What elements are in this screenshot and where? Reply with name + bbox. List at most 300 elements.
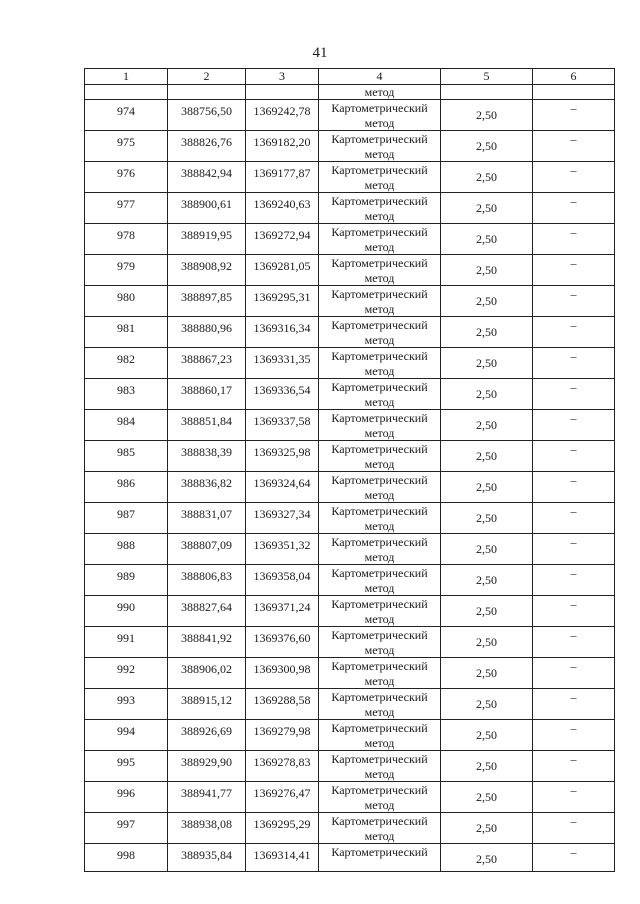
y-coordinate: 1369272,94 bbox=[253, 228, 311, 242]
accuracy-value: 2,50 bbox=[476, 666, 497, 680]
y-coordinate-cell bbox=[246, 286, 319, 317]
x-coordinate-cell bbox=[168, 410, 246, 441]
note-cell bbox=[533, 286, 615, 317]
note-cell bbox=[533, 596, 615, 627]
accuracy-cell bbox=[441, 751, 533, 782]
y-coordinate: 1369358,04 bbox=[253, 569, 311, 583]
method-cell bbox=[319, 100, 441, 131]
accuracy-cell bbox=[441, 317, 533, 348]
accuracy-cell bbox=[441, 844, 533, 872]
x-coordinate-cell bbox=[168, 131, 246, 162]
table-row bbox=[85, 658, 615, 689]
y-coordinate-cell bbox=[246, 658, 319, 689]
y-coordinate-cell bbox=[246, 627, 319, 658]
continuation-cell-3 bbox=[246, 85, 319, 100]
method-line-1: Картометрический bbox=[331, 225, 428, 239]
method-cell bbox=[319, 720, 441, 751]
point-number-cell bbox=[85, 720, 168, 751]
x-coordinate: 388841,92 bbox=[181, 631, 232, 645]
y-coordinate: 1369240,63 bbox=[253, 197, 311, 211]
note-cell bbox=[533, 100, 615, 131]
point-number-cell bbox=[85, 286, 168, 317]
x-coordinate: 388756,50 bbox=[181, 104, 232, 118]
table-row bbox=[85, 782, 615, 813]
note-dash: – bbox=[570, 814, 577, 828]
continuation-cell-5 bbox=[441, 85, 533, 100]
method-line-2: метод bbox=[364, 488, 395, 502]
point-number: 976 bbox=[117, 166, 135, 180]
accuracy-value: 2,50 bbox=[476, 232, 497, 246]
note-dash: – bbox=[570, 659, 577, 673]
x-coordinate: 388807,09 bbox=[181, 538, 232, 552]
method-line-2: метод bbox=[364, 612, 395, 626]
x-coordinate: 388897,85 bbox=[181, 290, 232, 304]
note-cell bbox=[533, 348, 615, 379]
note-cell bbox=[533, 255, 615, 286]
point-number-cell bbox=[85, 162, 168, 193]
table-row bbox=[85, 565, 615, 596]
method-cell bbox=[319, 255, 441, 286]
x-coordinate: 388806,83 bbox=[181, 569, 232, 583]
point-number: 992 bbox=[117, 662, 135, 676]
x-coordinate: 388851,84 bbox=[181, 414, 232, 428]
x-coordinate-cell bbox=[168, 782, 246, 813]
method-line-2: метод bbox=[364, 705, 395, 719]
note-cell bbox=[533, 472, 615, 503]
method-line-2: метод bbox=[364, 798, 395, 812]
point-number: 987 bbox=[117, 507, 135, 521]
method-line-1: Картометрический bbox=[331, 132, 428, 146]
note-dash: – bbox=[570, 132, 577, 146]
note-dash: – bbox=[570, 783, 577, 797]
x-coordinate-cell bbox=[168, 286, 246, 317]
note-dash: – bbox=[570, 566, 577, 580]
point-number-cell bbox=[85, 317, 168, 348]
point-number-cell bbox=[85, 813, 168, 844]
table-row bbox=[85, 472, 615, 503]
point-number-cell bbox=[85, 844, 168, 872]
accuracy-value: 2,50 bbox=[476, 356, 497, 370]
x-coordinate-cell bbox=[168, 751, 246, 782]
table-row bbox=[85, 255, 615, 286]
y-coordinate-cell bbox=[246, 720, 319, 751]
accuracy-value: 2,50 bbox=[476, 728, 497, 742]
point-number: 985 bbox=[117, 445, 135, 459]
x-coordinate: 388926,69 bbox=[181, 724, 232, 738]
x-coordinate-cell bbox=[168, 348, 246, 379]
point-number: 982 bbox=[117, 352, 135, 366]
point-number-cell bbox=[85, 596, 168, 627]
y-coordinate-cell bbox=[246, 162, 319, 193]
point-number: 986 bbox=[117, 476, 135, 490]
x-coordinate-cell bbox=[168, 441, 246, 472]
method-line-2: метод bbox=[364, 178, 395, 192]
x-coordinate: 388880,96 bbox=[181, 321, 232, 335]
x-coordinate-cell bbox=[168, 720, 246, 751]
accuracy-cell bbox=[441, 720, 533, 751]
accuracy-value: 2,50 bbox=[476, 542, 497, 556]
note-dash: – bbox=[570, 194, 577, 208]
accuracy-cell bbox=[441, 658, 533, 689]
table-row bbox=[85, 596, 615, 627]
method-cell bbox=[319, 503, 441, 534]
table-row bbox=[85, 627, 615, 658]
table-row bbox=[85, 379, 615, 410]
accuracy-value: 2,50 bbox=[476, 511, 497, 525]
point-number-cell bbox=[85, 534, 168, 565]
method-line-1: Картометрический bbox=[331, 380, 428, 394]
table-row bbox=[85, 100, 615, 131]
point-number-cell bbox=[85, 441, 168, 472]
method-cell bbox=[319, 193, 441, 224]
table-row bbox=[85, 441, 615, 472]
method-line-2: метод bbox=[364, 829, 395, 843]
point-number: 977 bbox=[117, 197, 135, 211]
method-line-2: метод bbox=[364, 302, 395, 316]
method-line-1: Картометрический bbox=[331, 783, 428, 797]
note-dash: – bbox=[570, 845, 577, 859]
x-coordinate-cell bbox=[168, 534, 246, 565]
method-line-1: Картометрический bbox=[331, 256, 428, 270]
header-cell-4: 4 bbox=[319, 69, 441, 85]
x-coordinate-cell bbox=[168, 844, 246, 872]
point-number-cell bbox=[85, 565, 168, 596]
y-coordinate: 1369278,83 bbox=[253, 755, 311, 769]
method-line-1: Картометрический bbox=[331, 101, 428, 115]
note-dash: – bbox=[570, 752, 577, 766]
table-row bbox=[85, 720, 615, 751]
accuracy-cell bbox=[441, 286, 533, 317]
x-coordinate: 388867,23 bbox=[181, 352, 232, 366]
method-line-1: Картометрический bbox=[331, 752, 428, 766]
coordinates-table bbox=[84, 68, 615, 872]
method-line-2: метод bbox=[364, 457, 395, 471]
method-cell bbox=[319, 379, 441, 410]
note-dash: – bbox=[570, 442, 577, 456]
accuracy-cell bbox=[441, 782, 533, 813]
point-number: 975 bbox=[117, 135, 135, 149]
accuracy-value: 2,50 bbox=[476, 573, 497, 587]
note-cell bbox=[533, 813, 615, 844]
accuracy-value: 2,50 bbox=[476, 759, 497, 773]
table-row bbox=[85, 131, 615, 162]
x-coordinate-cell bbox=[168, 162, 246, 193]
x-coordinate: 388860,17 bbox=[181, 383, 232, 397]
x-coordinate-cell bbox=[168, 596, 246, 627]
note-dash: – bbox=[570, 473, 577, 487]
accuracy-value: 2,50 bbox=[476, 201, 497, 215]
point-number-cell bbox=[85, 751, 168, 782]
accuracy-value: 2,50 bbox=[476, 418, 497, 432]
x-coordinate: 388929,90 bbox=[181, 755, 232, 769]
accuracy-cell bbox=[441, 596, 533, 627]
accuracy-cell bbox=[441, 503, 533, 534]
method-line-2: метод bbox=[364, 333, 395, 347]
y-coordinate-cell bbox=[246, 565, 319, 596]
y-coordinate: 1369327,34 bbox=[253, 507, 311, 521]
header-cell-2: 2 bbox=[168, 69, 246, 85]
note-dash: – bbox=[570, 597, 577, 611]
note-dash: – bbox=[570, 163, 577, 177]
method-cell bbox=[319, 131, 441, 162]
accuracy-cell bbox=[441, 131, 533, 162]
accuracy-value: 2,50 bbox=[476, 170, 497, 184]
point-number: 995 bbox=[117, 755, 135, 769]
table-row bbox=[85, 751, 615, 782]
x-coordinate: 388827,64 bbox=[181, 600, 232, 614]
method-line-1: Картометрический bbox=[331, 535, 428, 549]
table-row bbox=[85, 813, 615, 844]
method-cell bbox=[319, 410, 441, 441]
x-coordinate: 388935,84 bbox=[181, 848, 232, 862]
accuracy-cell bbox=[441, 813, 533, 844]
method-cell bbox=[319, 472, 441, 503]
method-line-2: метод bbox=[364, 116, 395, 130]
accuracy-value: 2,50 bbox=[476, 449, 497, 463]
table-row bbox=[85, 534, 615, 565]
y-coordinate-cell bbox=[246, 441, 319, 472]
note-cell bbox=[533, 658, 615, 689]
note-dash: – bbox=[570, 690, 577, 704]
note-cell bbox=[533, 751, 615, 782]
method-line-1: Картометрический bbox=[331, 411, 428, 425]
y-coordinate: 1369314,41 bbox=[253, 848, 311, 862]
method-line-1: Картометрический bbox=[331, 349, 428, 363]
x-coordinate-cell bbox=[168, 224, 246, 255]
header-cell-3: 3 bbox=[246, 69, 319, 85]
accuracy-cell bbox=[441, 534, 533, 565]
y-coordinate-cell bbox=[246, 379, 319, 410]
method-cell bbox=[319, 317, 441, 348]
table-row bbox=[85, 193, 615, 224]
method-cell bbox=[319, 751, 441, 782]
method-cell bbox=[319, 844, 441, 872]
method-line-2 bbox=[319, 859, 440, 860]
accuracy-value: 2,50 bbox=[476, 697, 497, 711]
accuracy-cell bbox=[441, 410, 533, 441]
x-coordinate-cell bbox=[168, 813, 246, 844]
y-coordinate: 1369177,87 bbox=[253, 166, 311, 180]
continuation-cell-6 bbox=[533, 85, 615, 100]
point-number-cell bbox=[85, 255, 168, 286]
method-line-2: метод bbox=[364, 643, 395, 657]
method-line-2: метод bbox=[364, 581, 395, 595]
header-cell-6: 6 bbox=[533, 69, 615, 85]
x-coordinate: 388906,02 bbox=[181, 662, 232, 676]
y-coordinate-cell bbox=[246, 689, 319, 720]
x-coordinate-cell bbox=[168, 658, 246, 689]
y-coordinate: 1369316,34 bbox=[253, 321, 311, 335]
accuracy-value: 2,50 bbox=[476, 635, 497, 649]
point-number: 997 bbox=[117, 817, 135, 831]
method-cell bbox=[319, 441, 441, 472]
x-coordinate: 388919,95 bbox=[181, 228, 232, 242]
method-line-1: Картометрический bbox=[331, 597, 428, 611]
x-coordinate-cell bbox=[168, 379, 246, 410]
y-coordinate: 1369182,20 bbox=[253, 135, 311, 149]
accuracy-value: 2,50 bbox=[476, 263, 497, 277]
point-number-cell bbox=[85, 224, 168, 255]
y-coordinate-cell bbox=[246, 503, 319, 534]
table-row bbox=[85, 410, 615, 441]
note-cell bbox=[533, 689, 615, 720]
x-coordinate: 388915,12 bbox=[181, 693, 232, 707]
y-coordinate-cell bbox=[246, 534, 319, 565]
y-coordinate: 1369295,31 bbox=[253, 290, 311, 304]
table-row bbox=[85, 689, 615, 720]
method-cell bbox=[319, 162, 441, 193]
note-cell bbox=[533, 627, 615, 658]
x-coordinate-cell bbox=[168, 503, 246, 534]
table-row bbox=[85, 317, 615, 348]
accuracy-cell bbox=[441, 255, 533, 286]
y-coordinate: 1369371,24 bbox=[253, 600, 311, 614]
page-number: 41 bbox=[312, 45, 328, 61]
point-number-cell bbox=[85, 348, 168, 379]
point-number-cell bbox=[85, 379, 168, 410]
method-line-1: Картометрический bbox=[331, 566, 428, 580]
method-line-2: метод bbox=[364, 364, 395, 378]
point-number: 988 bbox=[117, 538, 135, 552]
method-line-1: Картометрический bbox=[331, 814, 428, 828]
y-coordinate: 1369295,29 bbox=[253, 817, 311, 831]
method-cell bbox=[319, 286, 441, 317]
x-coordinate-cell bbox=[168, 627, 246, 658]
continuation-row bbox=[85, 85, 615, 100]
accuracy-value: 2,50 bbox=[476, 387, 497, 401]
method-line-2: метод bbox=[364, 736, 395, 750]
accuracy-value: 2,50 bbox=[476, 294, 497, 308]
header-cell-5: 5 bbox=[441, 69, 533, 85]
note-cell bbox=[533, 503, 615, 534]
method-line-2: метод bbox=[364, 209, 395, 223]
method-cell bbox=[319, 813, 441, 844]
point-number: 979 bbox=[117, 259, 135, 273]
accuracy-cell bbox=[441, 472, 533, 503]
y-coordinate: 1369324,64 bbox=[253, 476, 311, 490]
y-coordinate: 1369337,58 bbox=[253, 414, 311, 428]
y-coordinate-cell bbox=[246, 193, 319, 224]
accuracy-value: 2,50 bbox=[476, 325, 497, 339]
method-line-1: Картометрический bbox=[331, 194, 428, 208]
point-number: 994 bbox=[117, 724, 135, 738]
method-cell bbox=[319, 534, 441, 565]
method-line-2: метод bbox=[364, 767, 395, 781]
x-coordinate: 388826,76 bbox=[181, 135, 232, 149]
note-dash: – bbox=[570, 628, 577, 642]
continuation-cell-2 bbox=[168, 85, 246, 100]
method-line-2: метод bbox=[364, 147, 395, 161]
accuracy-cell bbox=[441, 627, 533, 658]
y-coordinate: 1369376,60 bbox=[253, 631, 311, 645]
y-coordinate: 1369351,32 bbox=[253, 538, 311, 552]
method-cell bbox=[319, 627, 441, 658]
table-row bbox=[85, 503, 615, 534]
method-line-1: Картометрический bbox=[331, 473, 428, 487]
x-coordinate: 388842,94 bbox=[181, 166, 232, 180]
note-dash: – bbox=[570, 721, 577, 735]
note-cell bbox=[533, 441, 615, 472]
note-cell bbox=[533, 317, 615, 348]
x-coordinate: 388908,92 bbox=[181, 259, 232, 273]
method-line-1: Картометрический bbox=[331, 659, 428, 673]
y-coordinate: 1369276,47 bbox=[253, 786, 311, 800]
y-coordinate-cell bbox=[246, 317, 319, 348]
method-line-1: Картометрический bbox=[331, 318, 428, 332]
method-line-1: Картометрический bbox=[331, 721, 428, 735]
method-line-2: метод bbox=[364, 674, 395, 688]
point-number-cell bbox=[85, 410, 168, 441]
method-cell bbox=[319, 658, 441, 689]
method-line-1: Картометрический bbox=[331, 442, 428, 456]
x-coordinate: 388938,08 bbox=[181, 817, 232, 831]
note-cell bbox=[533, 782, 615, 813]
accuracy-cell bbox=[441, 379, 533, 410]
accuracy-cell bbox=[441, 193, 533, 224]
point-number-cell bbox=[85, 503, 168, 534]
accuracy-cell bbox=[441, 162, 533, 193]
method-line-2: метод bbox=[364, 271, 395, 285]
method-cell bbox=[319, 565, 441, 596]
point-number: 974 bbox=[117, 104, 135, 118]
accuracy-value: 2,50 bbox=[476, 790, 497, 804]
point-number: 983 bbox=[117, 383, 135, 397]
y-coordinate-cell bbox=[246, 751, 319, 782]
y-coordinate: 1369279,98 bbox=[253, 724, 311, 738]
note-cell bbox=[533, 379, 615, 410]
accuracy-value: 2,50 bbox=[476, 480, 497, 494]
x-coordinate-cell bbox=[168, 565, 246, 596]
accuracy-value: 2,50 bbox=[476, 852, 497, 866]
y-coordinate: 1369288,58 bbox=[253, 693, 311, 707]
note-dash: – bbox=[570, 287, 577, 301]
accuracy-value: 2,50 bbox=[476, 604, 497, 618]
y-coordinate-cell bbox=[246, 224, 319, 255]
y-coordinate: 1369336,54 bbox=[253, 383, 311, 397]
method-line-2: метод bbox=[364, 550, 395, 564]
y-coordinate: 1369331,35 bbox=[253, 352, 311, 366]
accuracy-cell bbox=[441, 100, 533, 131]
continuation-method-cell: метод bbox=[319, 85, 441, 100]
note-dash: – bbox=[570, 380, 577, 394]
x-coordinate: 388941,77 bbox=[181, 786, 232, 800]
point-number: 991 bbox=[117, 631, 135, 645]
x-coordinate-cell bbox=[168, 689, 246, 720]
note-dash: – bbox=[570, 535, 577, 549]
point-number-cell bbox=[85, 100, 168, 131]
y-coordinate-cell bbox=[246, 844, 319, 872]
y-coordinate: 1369281,05 bbox=[253, 259, 311, 273]
accuracy-cell bbox=[441, 565, 533, 596]
point-number: 984 bbox=[117, 414, 135, 428]
y-coordinate: 1369325,98 bbox=[253, 445, 311, 459]
method-line-1: Картометрический bbox=[331, 504, 428, 518]
accuracy-cell bbox=[441, 224, 533, 255]
point-number: 993 bbox=[117, 693, 135, 707]
method-line-2: метод bbox=[364, 240, 395, 254]
x-coordinate: 388836,82 bbox=[181, 476, 232, 490]
y-coordinate-cell bbox=[246, 782, 319, 813]
x-coordinate: 388838,39 bbox=[181, 445, 232, 459]
accuracy-value: 2,50 bbox=[476, 139, 497, 153]
x-coordinate: 388831,07 bbox=[181, 507, 232, 521]
method-line-2: метод bbox=[364, 426, 395, 440]
y-coordinate-cell bbox=[246, 131, 319, 162]
note-cell bbox=[533, 131, 615, 162]
y-coordinate-cell bbox=[246, 596, 319, 627]
note-dash: – bbox=[570, 225, 577, 239]
method-line-1: Картометрический bbox=[331, 287, 428, 301]
